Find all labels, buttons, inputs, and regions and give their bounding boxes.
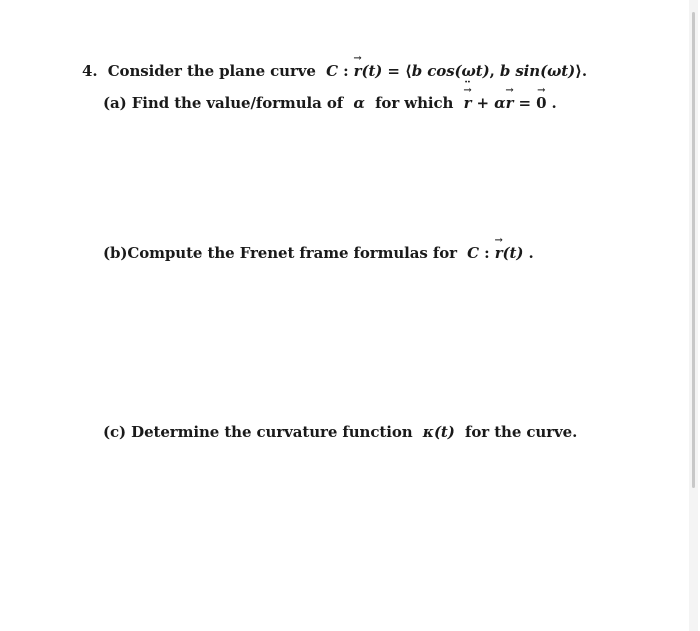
part-c-rest: for the curve. <box>465 423 578 441</box>
curve-name-b: C <box>467 244 480 262</box>
b-coef-1: b <box>411 62 423 80</box>
alpha-coef: α <box>494 94 506 112</box>
period-b: . <box>523 244 534 262</box>
part-c-label: (c) <box>103 423 127 441</box>
part-b-line <box>103 244 534 262</box>
angle-close: ⟩. <box>575 62 587 80</box>
angle-open: ⟨ <box>405 62 412 80</box>
part-a-text: Find the value/formula of <box>131 94 344 112</box>
part-c-text: Determine the curvature function <box>131 423 413 441</box>
alpha-symbol: α <box>353 94 365 112</box>
zero-vector: 0 → <box>536 94 546 112</box>
r-vector-b: r → <box>495 244 503 262</box>
colon: : <box>337 62 354 80</box>
question-number: 4. <box>82 62 98 80</box>
curve-name: C <box>326 62 338 80</box>
r-vector: r → <box>354 62 362 80</box>
part-b-text: Compute the Frenet frame formulas for <box>127 244 457 262</box>
cos-term: cos(ωt) <box>422 62 490 80</box>
comma: , <box>489 62 500 80</box>
equals-sign: = <box>382 62 405 80</box>
sin-term: sin(ωt) <box>510 62 576 80</box>
part-c-line <box>103 423 577 441</box>
r-vector-2: r → <box>506 94 514 112</box>
kappa-function: κ(t) <box>422 423 455 441</box>
part-a-label: (a) <box>103 94 127 112</box>
part-a-line <box>103 94 557 112</box>
t-arg-b: (t) <box>502 244 524 262</box>
scrollbar-thumb[interactable] <box>692 12 695 488</box>
plus-sign: + <box>471 94 495 112</box>
for-which-text: for which <box>375 94 454 112</box>
t-arg: (t) <box>361 62 383 80</box>
r-double-dot-vector: ¨ r → <box>464 94 472 112</box>
part-b-label: (b) <box>103 244 128 262</box>
question-4-line <box>82 62 587 80</box>
period-a: . <box>546 94 557 112</box>
b-coef-2: b <box>499 62 511 80</box>
colon-b: : <box>479 244 495 262</box>
equals-sign-a: = <box>513 94 537 112</box>
question-intro: Consider the plane curve <box>107 62 316 80</box>
